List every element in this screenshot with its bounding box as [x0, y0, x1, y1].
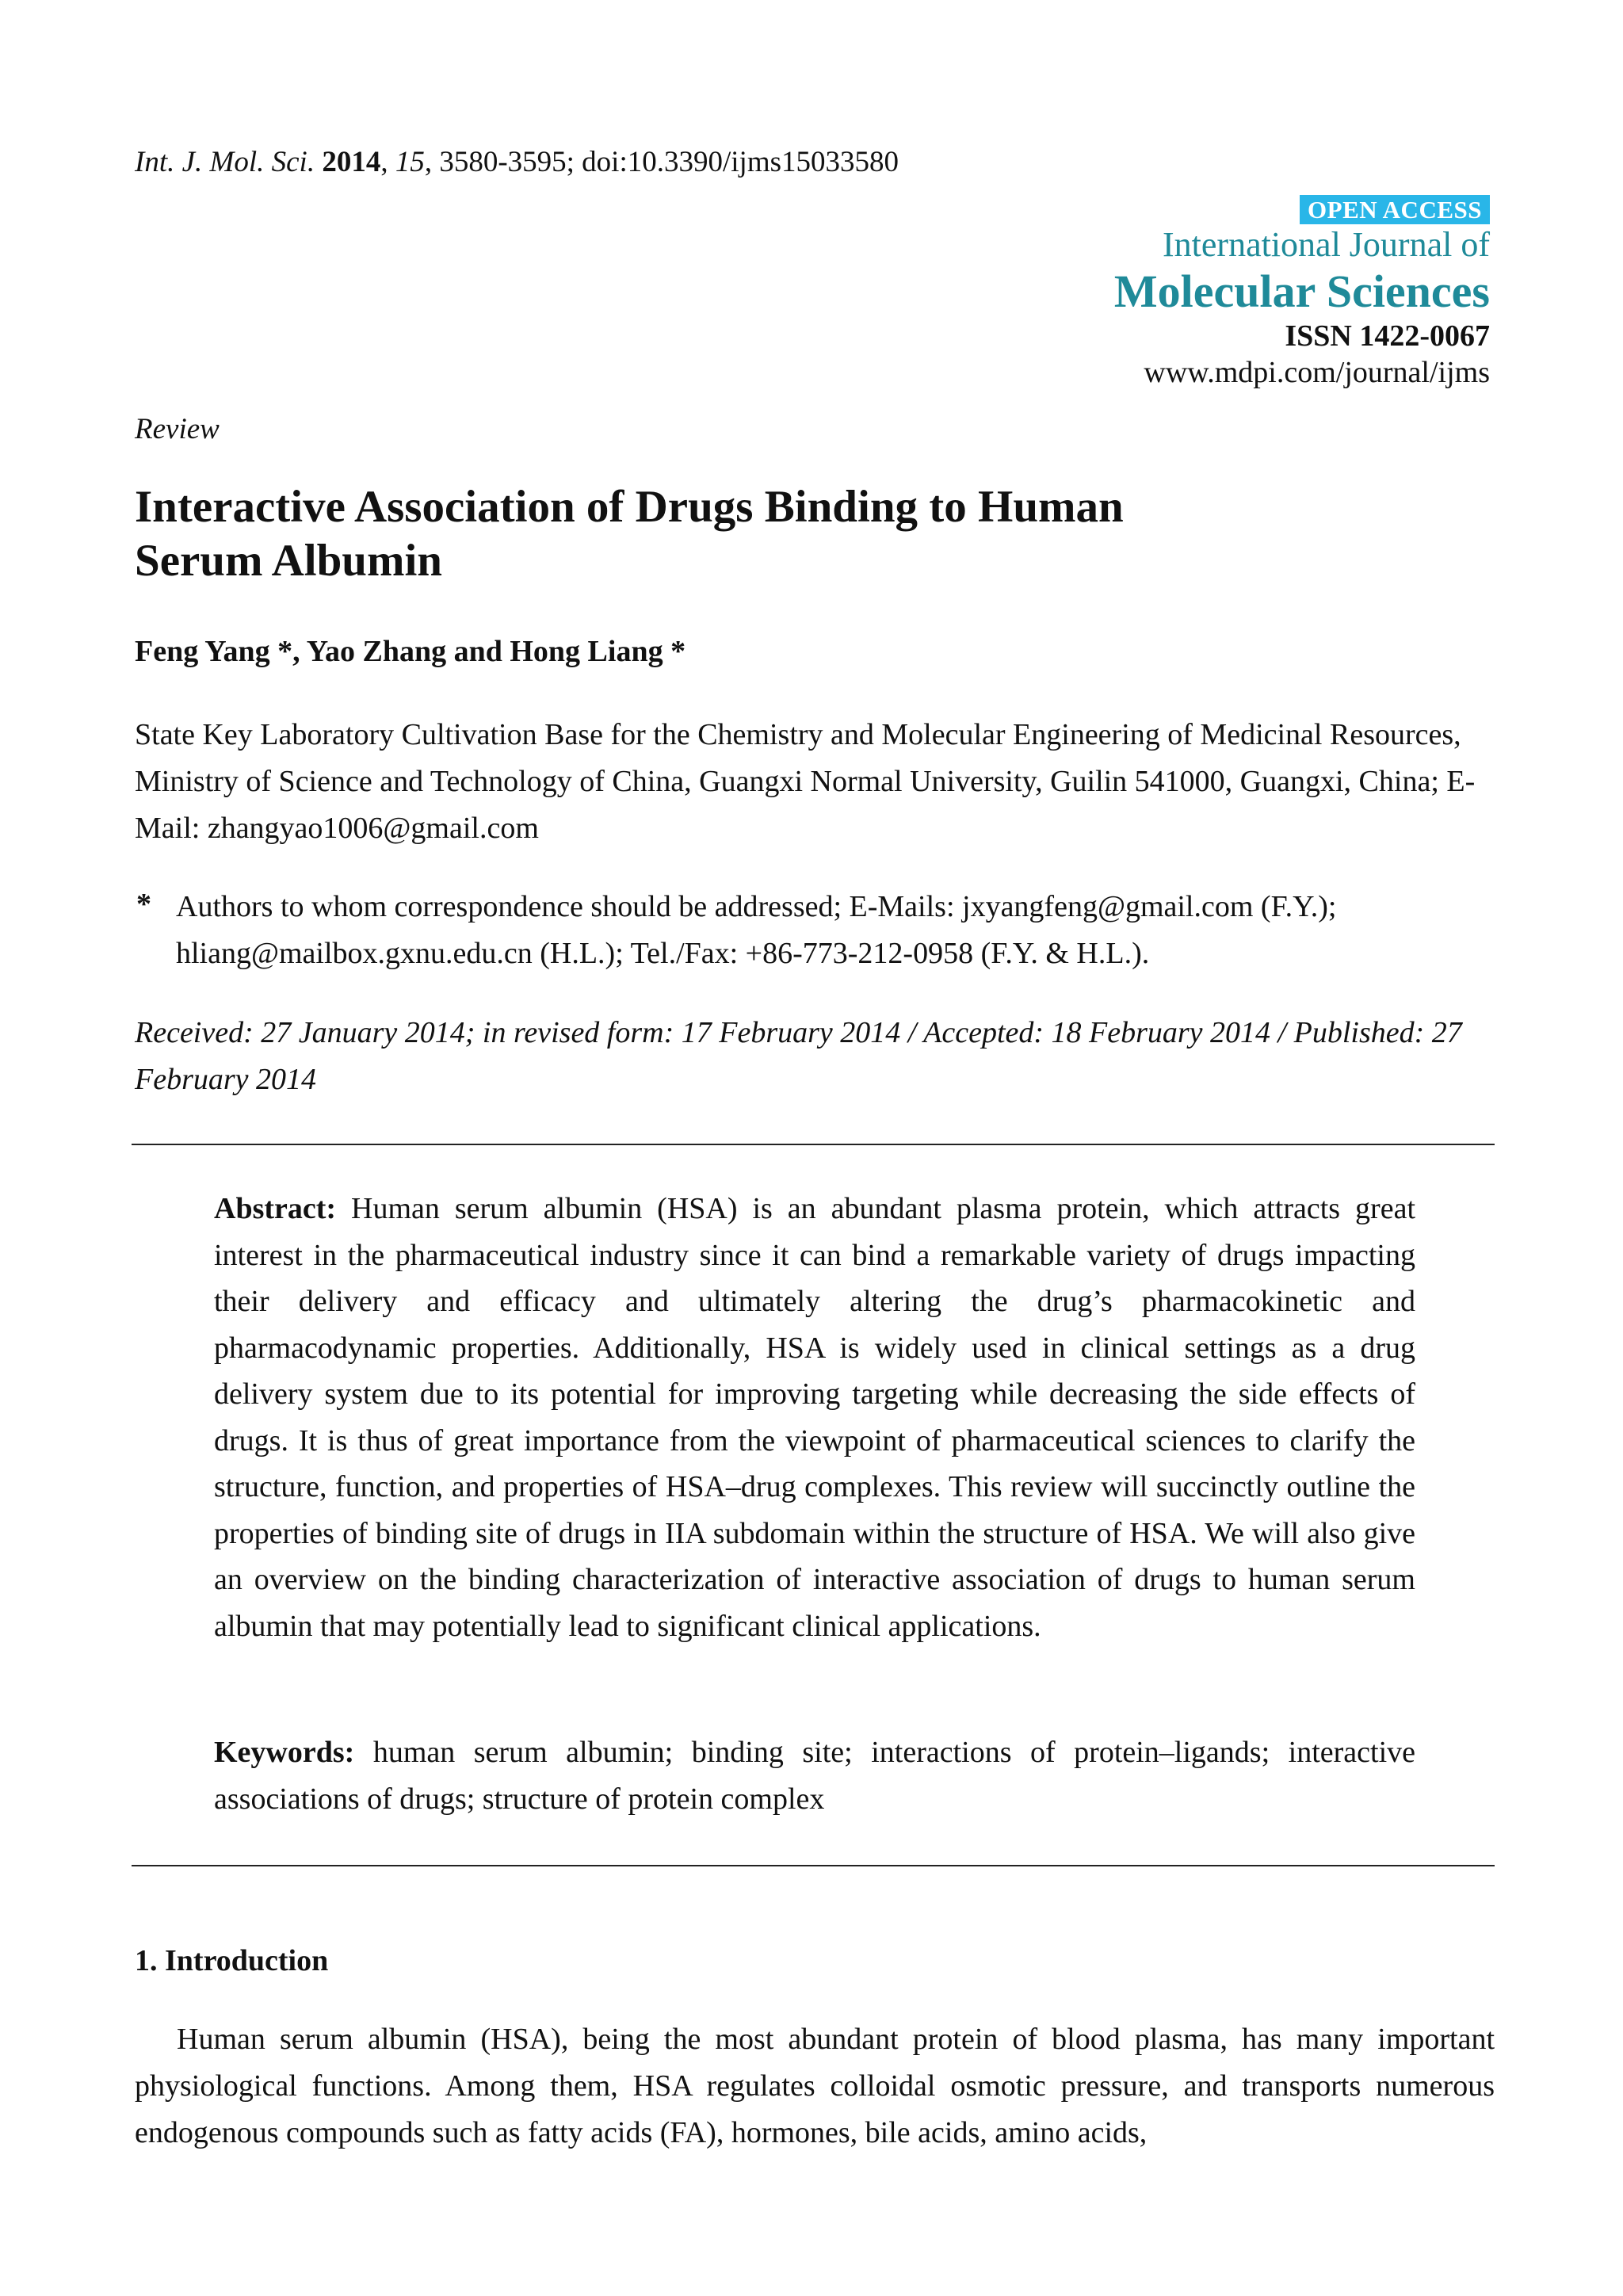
citation-pages-doi: 3580-3595; doi:10.3390/ijms15033580	[439, 146, 899, 178]
abstract-label: Abstract:	[214, 1192, 337, 1225]
author-list: Feng Yang *, Yao Zhang and Hong Liang *	[135, 635, 686, 668]
correspondence-marker: *	[136, 888, 151, 921]
abstract-bottom-divider	[132, 1865, 1495, 1866]
keywords-block	[214, 1729, 1415, 1823]
journal-masthead	[935, 195, 1490, 391]
keywords-label: Keywords:	[214, 1736, 355, 1769]
citation-volume: 15	[395, 146, 425, 178]
introduction-paragraph: Human serum albumin (HSA), being the most abundant protein of blood plasma, has many important physiological functions. Among them, HSA regulates colloidal osmotic pressure, and transports numerous endogenous compounds such as fatty acids (FA), hormones, bile acids, amino acids,	[135, 2023, 1495, 2149]
article-title-line1: Interactive Association of Drugs Binding to Human	[135, 482, 1124, 532]
keywords-text: human serum albumin; binding site; interactions of protein–ligands; interactive associations of drugs; structure of protein complex	[214, 1736, 1415, 1816]
author-affiliation: State Key Laboratory Cultivation Base for the Chemistry and Molecular Engineering of Medicinal Resources, Ministry of Science and Technology of China, Guangxi Normal University, Guilin 541000, Guangxi, China; E-Mail: zhangyao1006@gmail.com	[135, 718, 1476, 845]
journal-name-line1: International Journal of	[1163, 225, 1490, 264]
journal-abbreviation: Int. J. Mol. Sci.	[135, 146, 315, 178]
journal-name-line2: Molecular Sciences	[1113, 266, 1490, 317]
journal-url: www.mdpi.com/journal/ijms	[1144, 356, 1490, 389]
abstract-text: Human serum albumin (HSA) is an abundant plasma protein, which attracts great interest in the pharmaceutical industry since it can bind a remarkable variety of drugs impacting their delivery and efficacy and ultimately altering the drug’s pharmacokinetic and pharmacodynamic properties. Additionally, HSA is widely used in clinical settings as a drug delivery system due to its potential for improving targeting while decreasing the side effects of drugs. It is thus of great importance from the viewpoint of pharmaceutical sciences to clarify the structure, function, and properties of HSA–drug complexes. This review will succinctly outline the properties of binding site of drugs in IIA subdomain within the structure of HSA. We will also give an overview on the binding characterization of interactive association of drugs to human serum albumin that may potentially lead to significant clinical applications.	[214, 1192, 1415, 1643]
open-access-badge: OPEN ACCESS	[1300, 195, 1490, 224]
publication-dates: Received: 27 January 2014; in revised form: 17 February 2014 / Accepted: 18 February 2014 / Published: 27 February 2014	[135, 1016, 1462, 1096]
article-title-line2: Serum Albumin	[135, 536, 443, 586]
article-title	[135, 480, 1403, 588]
journal-issn: ISSN 1422-0067	[1285, 319, 1490, 353]
article-type: Review	[135, 413, 220, 445]
abstract-block	[214, 1186, 1415, 1649]
abstract-top-divider	[132, 1144, 1495, 1145]
citation-year: 2014	[322, 146, 381, 178]
citation-line: Int. J. Mol. Sci. 2014, 15, 3580-3595; doi:10.3390/ijms15033580	[135, 146, 899, 178]
section-heading-introduction: 1. Introduction	[135, 1944, 329, 1977]
correspondence-note: Authors to whom correspondence should be addressed; E-Mails: jxyangfeng@gmail.com (F.Y.); hliang@mailbox.gxnu.edu.cn (H.L.); Tel./Fax: +86-773-212-0958 (F.Y. & H.L.).	[176, 890, 1337, 970]
